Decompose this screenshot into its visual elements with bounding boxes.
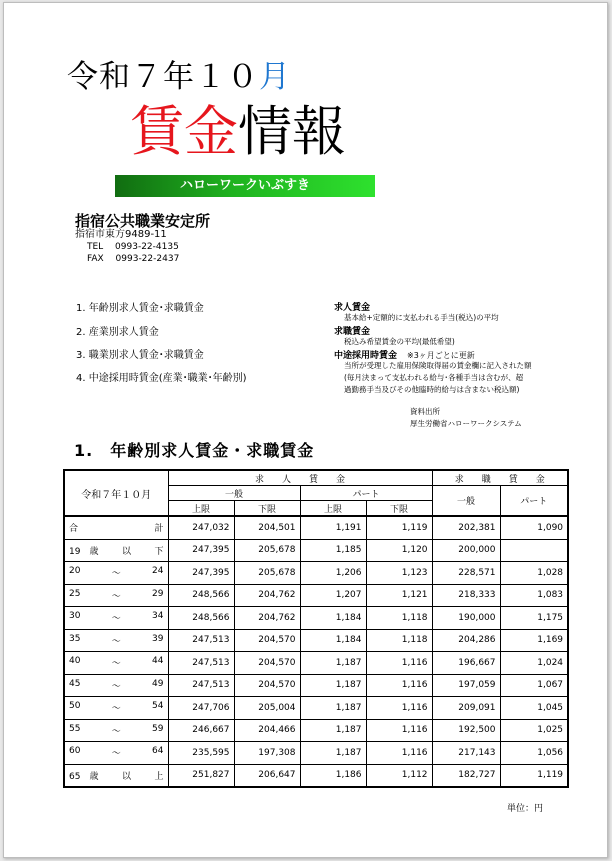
- report-date-main: 令和７年１０: [67, 59, 259, 95]
- wage-cell: 1,028: [500, 562, 568, 585]
- wage-cell: 206,647: [234, 764, 300, 787]
- header-kyujin: 求 人 賃 金: [168, 470, 432, 486]
- unit-label: 単位：円: [507, 804, 544, 814]
- row-label-part: 64: [152, 746, 164, 757]
- row-label-part: ～: [111, 681, 121, 692]
- table-header-row-1: [64, 470, 568, 486]
- wage-cell: 205,678: [234, 539, 300, 562]
- wage-cell: 1,186: [300, 764, 366, 787]
- wage-cell: 1,024: [500, 652, 568, 675]
- row-label-part: 下: [154, 546, 164, 557]
- table-row: [64, 539, 568, 562]
- row-label-part: 55: [69, 723, 81, 734]
- wage-cell: 1,112: [366, 764, 432, 787]
- row-label-part: ～: [111, 614, 121, 625]
- wage-cell: 1,206: [300, 562, 366, 585]
- office-name: 指宿公共職業安定所: [75, 212, 211, 230]
- row-label-part: 59: [152, 723, 164, 734]
- wage-cell: 247,513: [168, 652, 234, 675]
- table-row: [64, 516, 568, 539]
- wage-cell: 1,119: [366, 516, 432, 539]
- row-label-part: 30: [69, 611, 81, 622]
- wage-cell: 248,566: [168, 584, 234, 607]
- row-label-part: 50: [69, 701, 81, 712]
- row-label: [64, 539, 168, 562]
- wage-cell: 1,118: [366, 607, 432, 630]
- wage-cell: 204,762: [234, 607, 300, 630]
- row-label-part: ～: [111, 704, 121, 715]
- row-label-part: 60: [69, 746, 81, 757]
- def-chuto-desc-1: 当所が受理した雇用保険取得届の賃金欄に記入された額: [344, 361, 532, 370]
- row-label-part: ～: [111, 749, 121, 760]
- row-label-part: 40: [69, 656, 81, 667]
- table-row: [64, 652, 568, 675]
- row-label-part: 25: [69, 588, 81, 599]
- report-title: [130, 101, 346, 163]
- def-kyushoku-title: 求職賃金: [334, 327, 371, 337]
- wage-cell: 248,566: [168, 607, 234, 630]
- report-title-black: 情報: [238, 100, 346, 163]
- wage-cell: 1,045: [500, 697, 568, 720]
- wage-cell: 1,116: [366, 674, 432, 697]
- wage-cell: 205,678: [234, 562, 300, 585]
- wage-cell: 1,184: [300, 629, 366, 652]
- def-chuto-desc-3: 過勤務手当及びその他臨時的給与は含まない税込額): [344, 385, 520, 394]
- wage-cell: 200,000: [432, 539, 500, 562]
- wage-cell: 1,083: [500, 584, 568, 607]
- wage-cell: 1,090: [500, 516, 568, 539]
- wage-cell: 197,308: [234, 742, 300, 765]
- table-row: [64, 562, 568, 585]
- source-name: 厚生労働省ハローワークシステム: [410, 419, 522, 428]
- wage-cell: 196,667: [432, 652, 500, 675]
- header-kyushoku: 求 職 賃 金: [432, 470, 568, 486]
- row-label-part: 65 歳: [69, 771, 99, 782]
- def-chuto-note: ※3ヶ月ごとに更新: [407, 351, 475, 360]
- wage-cell: [500, 539, 568, 562]
- menu-item-4: 4. 中途採用時賃金(産業･職業･年齢別): [76, 373, 247, 384]
- wage-cell: 204,286: [432, 629, 500, 652]
- wage-cell: 1,118: [366, 629, 432, 652]
- wage-cell: 235,595: [168, 742, 234, 765]
- row-label: [64, 764, 168, 787]
- header-part-lower: 下限: [366, 501, 432, 517]
- wage-cell: 1,116: [366, 742, 432, 765]
- wage-cell: 204,570: [234, 652, 300, 675]
- document-page: [3, 2, 608, 858]
- wage-cell: 1,187: [300, 674, 366, 697]
- wage-cell: 182,727: [432, 764, 500, 787]
- row-label-part: 上: [154, 771, 164, 782]
- office-contact: [87, 241, 179, 265]
- row-label-part: ～: [111, 636, 121, 647]
- row-label: [64, 742, 168, 765]
- wage-cell: 228,571: [432, 562, 500, 585]
- wage-cell: 1,123: [366, 562, 432, 585]
- office-address: 指宿市東方9489-11: [75, 229, 167, 240]
- wage-table: [63, 469, 569, 788]
- row-label-part: 39: [152, 633, 164, 644]
- wage-cell: 246,667: [168, 719, 234, 742]
- menu-item-3: 3. 職業別求人賃金･求職賃金: [76, 350, 204, 361]
- wage-cell: 1,175: [500, 607, 568, 630]
- header-kyujin-ippan: 一般: [168, 486, 300, 501]
- wage-cell: 1,191: [300, 516, 366, 539]
- row-label-part: ～: [111, 659, 121, 670]
- wage-cell: 247,513: [168, 674, 234, 697]
- wage-cell: 192,500: [432, 719, 500, 742]
- menu-item-1: 1. 年齢別求人賃金･求職賃金: [76, 303, 204, 314]
- wage-cell: 204,570: [234, 629, 300, 652]
- header-kyushoku-part: パート: [500, 486, 568, 517]
- wage-cell: 251,827: [168, 764, 234, 787]
- table-corner: 令和７年１０月: [64, 470, 168, 516]
- wage-cell: 1,187: [300, 697, 366, 720]
- wage-cell: 204,762: [234, 584, 300, 607]
- row-label: [64, 697, 168, 720]
- def-kyujin-title: 求人賃金: [334, 303, 371, 313]
- row-label: [64, 607, 168, 630]
- wage-cell: 204,570: [234, 674, 300, 697]
- table-row: [64, 697, 568, 720]
- wage-cell: 1,184: [300, 607, 366, 630]
- wage-cell: 197,059: [432, 674, 500, 697]
- row-label: [64, 652, 168, 675]
- row-label-part: 49: [152, 678, 164, 689]
- table-row: [64, 584, 568, 607]
- wage-cell: 247,032: [168, 516, 234, 539]
- def-kyushoku-desc: 税込み希望賃金の平均(最低希望): [344, 337, 455, 346]
- def-chuto-desc-2: (毎月決まって支払われる給与･各種手当は含むが、超: [344, 373, 524, 382]
- wage-cell: 1,185: [300, 539, 366, 562]
- wage-cell: 1,116: [366, 719, 432, 742]
- report-date-month: 月: [259, 59, 291, 95]
- table-row: [64, 719, 568, 742]
- row-label: [64, 629, 168, 652]
- row-label-part: 以: [121, 771, 131, 782]
- header-part-upper: 上限: [300, 501, 366, 517]
- row-label-part: 20: [69, 566, 81, 577]
- table-row: [64, 629, 568, 652]
- wage-cell: 218,333: [432, 584, 500, 607]
- row-label-part: 以: [121, 546, 131, 557]
- def-chuto-title-text: 中途採用時賃金: [334, 351, 398, 361]
- row-label-part: 24: [152, 566, 164, 577]
- table-row: [64, 607, 568, 630]
- row-label-part: 45: [69, 678, 81, 689]
- wage-cell: 190,000: [432, 607, 500, 630]
- wage-cell: 204,466: [234, 719, 300, 742]
- table-row: [64, 674, 568, 697]
- row-label-part: 29: [152, 588, 164, 599]
- row-label: [64, 562, 168, 585]
- wage-cell: 247,395: [168, 562, 234, 585]
- row-label-part: ～: [111, 726, 121, 737]
- wage-cell: 1,067: [500, 674, 568, 697]
- report-date: [67, 51, 291, 96]
- wage-cell: 1,187: [300, 719, 366, 742]
- wage-cell: 247,513: [168, 629, 234, 652]
- row-label-part: 44: [152, 656, 164, 667]
- row-label: [64, 584, 168, 607]
- wage-cell: 1,119: [500, 764, 568, 787]
- wage-cell: 1,187: [300, 652, 366, 675]
- row-label: [64, 516, 168, 539]
- wage-cell: 247,395: [168, 539, 234, 562]
- source-label: 資料出所: [410, 407, 440, 416]
- wage-cell: 1,121: [366, 584, 432, 607]
- wage-cell: 204,501: [234, 516, 300, 539]
- header-kyushoku-ippan: 一般: [432, 486, 500, 517]
- header-ippan-upper: 上限: [168, 501, 234, 517]
- row-label-part: 計: [154, 524, 164, 535]
- wage-cell: 202,381: [432, 516, 500, 539]
- wage-cell: 205,004: [234, 697, 300, 720]
- wage-cell: 1,056: [500, 742, 568, 765]
- wage-cell: 1,025: [500, 719, 568, 742]
- table-row: [64, 742, 568, 765]
- wage-cell: 1,187: [300, 742, 366, 765]
- office-banner: ハローワークいぶすき: [115, 175, 375, 197]
- office-fax: FAX 0993-22-2437: [87, 254, 180, 264]
- row-label-part: 54: [152, 701, 164, 712]
- def-kyujin-desc: 基本給+定額的に支払われる手当(税込)の平均: [344, 313, 499, 322]
- row-label-part: ～: [111, 591, 121, 602]
- wage-cell: 247,706: [168, 697, 234, 720]
- wage-cell: 209,091: [432, 697, 500, 720]
- row-label-part: ～: [111, 569, 121, 580]
- office-tel: TEL 0993-22-4135: [87, 242, 179, 252]
- wage-cell: 1,120: [366, 539, 432, 562]
- row-label-part: 19 歳: [69, 546, 99, 557]
- header-ippan-lower: 下限: [234, 501, 300, 517]
- section-title: 1. 年齢別求人賃金・求職賃金: [74, 441, 315, 460]
- wage-cell: 1,169: [500, 629, 568, 652]
- report-title-red: 賃金: [130, 100, 238, 163]
- menu-item-2: 2. 産業別求人賃金: [76, 327, 159, 338]
- header-kyujin-part: パート: [300, 486, 432, 501]
- row-label-part: 34: [152, 611, 164, 622]
- wage-cell: 1,116: [366, 697, 432, 720]
- wage-cell: 217,143: [432, 742, 500, 765]
- row-label-part: 35: [69, 633, 81, 644]
- row-label: [64, 674, 168, 697]
- row-label-part: 合: [69, 524, 79, 535]
- wage-cell: 1,116: [366, 652, 432, 675]
- row-label: [64, 719, 168, 742]
- table-row: [64, 764, 568, 787]
- wage-cell: 1,207: [300, 584, 366, 607]
